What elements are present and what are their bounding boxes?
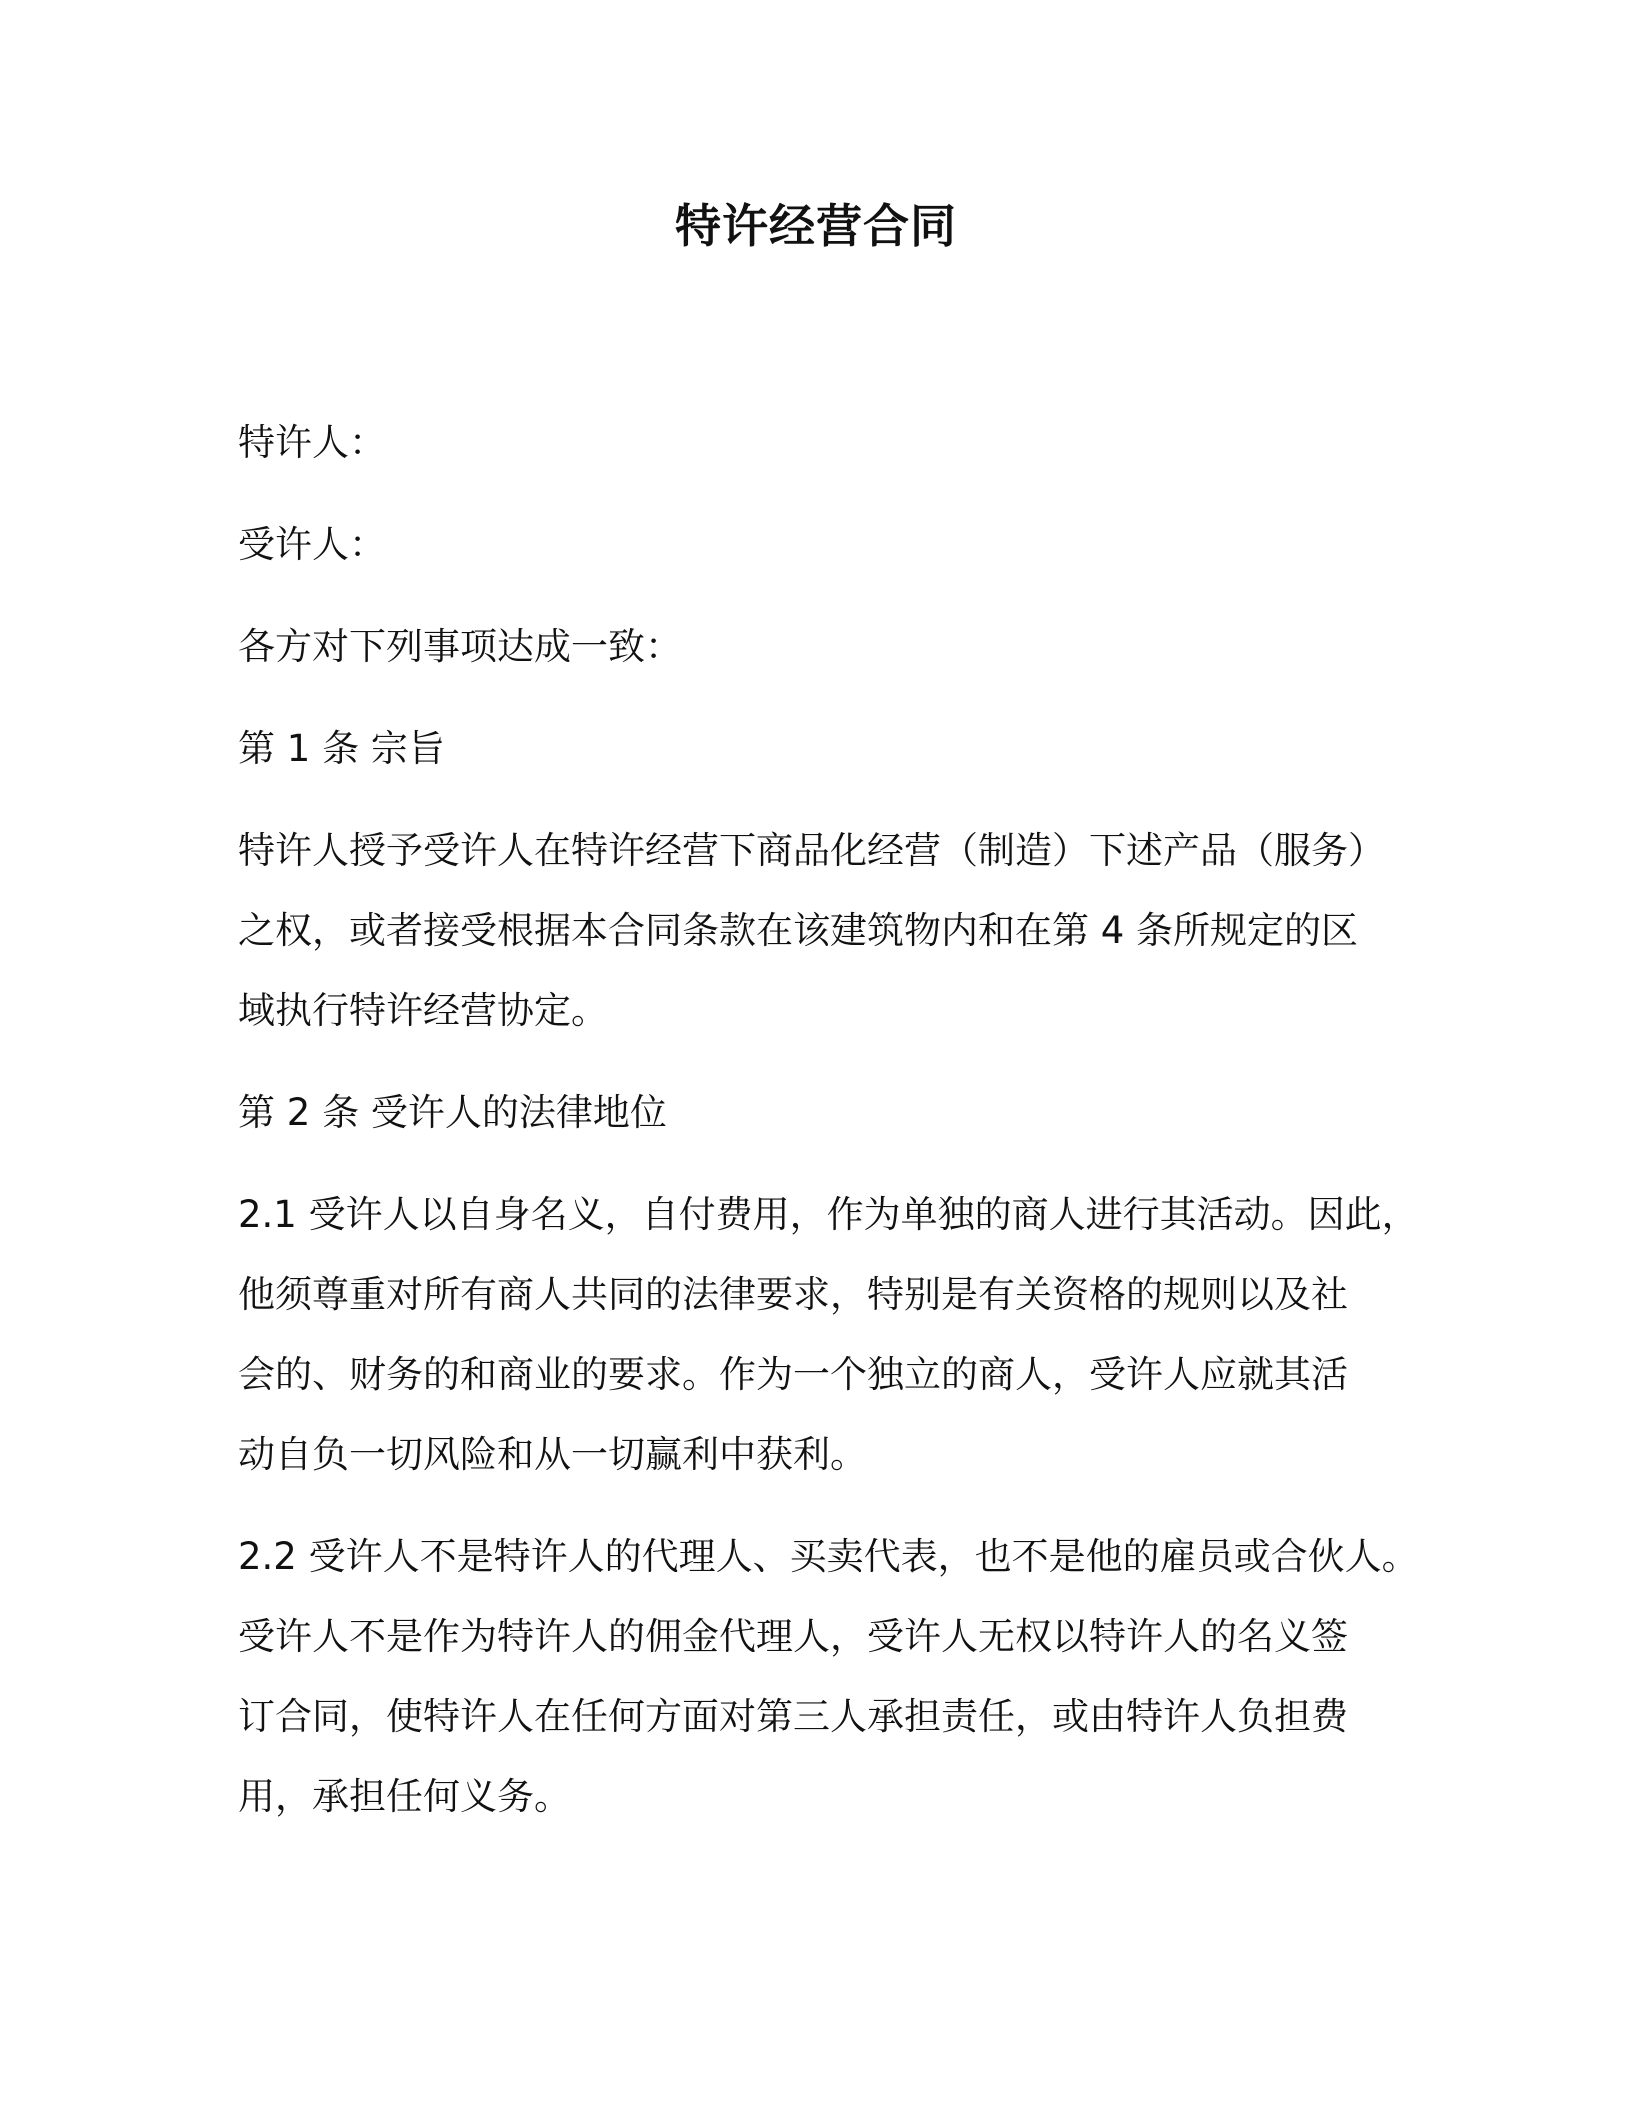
article-1-heading: 第 1 条 宗旨 — [238, 727, 445, 770]
document-title: 特许经营合同 — [675, 199, 957, 253]
article-1-line: 之权，或者接受根据本合同条款在该建筑物内和在第 4 条所规定的区 — [238, 909, 1359, 952]
clause-2-1-line: 2.1 受许人以自身名义，自付费用，作为单独的商人进行其活动。因此， — [238, 1193, 1419, 1236]
clause-2-2-line: 2.2 受许人不是特许人的代理人、买卖代表，也不是他的雇员或合伙人。 — [238, 1535, 1419, 1578]
clause-2-2-line: 订合同，使特许人在任何方面对第三人承担责任，或由特许人负担费 — [238, 1695, 1348, 1738]
article-2-heading: 第 2 条 受许人的法律地位 — [238, 1091, 667, 1134]
clause-2-1-line: 会的、财务的和商业的要求。作为一个独立的商人，受许人应就其活 — [238, 1353, 1348, 1396]
article-1-line: 域执行特许经营协定。 — [238, 989, 608, 1032]
franchisor-label: 特许人： — [238, 421, 386, 464]
clause-2-1-line: 动自负一切风险和从一切赢利中获利。 — [238, 1433, 867, 1476]
clause-2-1-line: 他须尊重对所有商人共同的法律要求，特别是有关资格的规则以及社 — [238, 1273, 1348, 1316]
clause-2-2-line: 用，承担任何义务。 — [238, 1775, 571, 1818]
franchisee-label: 受许人： — [238, 523, 386, 566]
clause-2-2-line: 受许人不是作为特许人的佣金代理人，受许人无权以特许人的名义签 — [238, 1615, 1348, 1658]
agreement-intro: 各方对下列事项达成一致： — [238, 625, 682, 668]
article-1-line: 特许人授予受许人在特许经营下商品化经营（制造）下述产品（服务） — [238, 829, 1385, 872]
